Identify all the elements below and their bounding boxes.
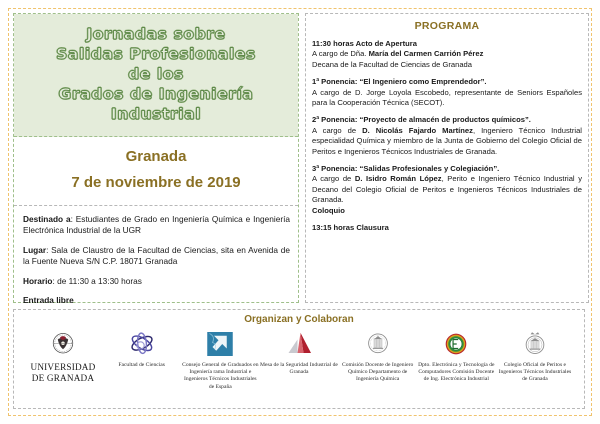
programa-item-ponencia-1	[312, 77, 582, 108]
programa-heading: PROGRAMA	[414, 20, 480, 32]
programa-item-1-body	[312, 88, 582, 109]
programa-item-4-head: 13:15 horas Clausura	[312, 223, 389, 233]
programa-item-0-head: 11:30 horas Acto de Apertura	[312, 39, 417, 48]
programa-item-2-post: , Ingeniero Técnico Industrial especialidad Química y miembro de la Junta de Gobierno del Colegio Oficial de Peritos e Ingenieros Técnicos Industriales de Granada.	[312, 125, 582, 156]
programa-item-1-pre: A cargo de D. Jorge Loyola Escobedo, representante de Seniors Españoles para la Cooperación Técnica (SECOT).	[312, 87, 582, 108]
detail-item-destinado	[23, 214, 290, 237]
logo-caption-mesa-seguridad: Mesa de la Seguridad Industrial de Granada	[260, 362, 338, 376]
title-line-3: de los	[128, 65, 184, 83]
programa-item-0-line2: Decana de la Facultad de Ciencias de Granada	[312, 59, 472, 69]
programa-item-2-body	[312, 126, 582, 157]
programa-item-ponencia-2	[312, 115, 582, 157]
city-date-block	[14, 137, 298, 206]
programa-item-0-body	[312, 49, 582, 59]
left-column	[13, 13, 299, 306]
free-entry-note: Entrada libre	[23, 295, 74, 306]
logo-item-mesa-seguridad	[260, 327, 338, 376]
logo-item-ugr	[24, 327, 102, 383]
logo-caption-consejo-general: Consejo General de Graduados en Ingeniería rama Industrial e Ingenieros Técnicos Industriales de España	[182, 362, 259, 390]
colegio-peritos-crown-seal-icon	[521, 327, 549, 361]
logo-caption-ugr-line2: DE GRANADA	[31, 372, 95, 383]
detail-item-horario	[23, 276, 290, 287]
detail-text-lugar: Sala de Claustro de la Facultad de Ciencias, sita en Avenida de la Fuente Nueva S/N C.P. 18071 Granada	[23, 244, 290, 267]
programa-item-ponencia-3	[312, 164, 582, 216]
programa-item-3-post: , Perito e Ingeniero Técnico Industrial y Decano del Colegio Oficial de Peritos e Ingenieros Técnicos Industriales de Granada.	[312, 174, 583, 205]
title-line-2: Salidas Profesionales	[56, 45, 256, 63]
programa-item-2-head: 2ª Ponencia: “Proyecto de almacén de productos químicos”.	[312, 115, 531, 125]
poster-frame	[8, 8, 592, 416]
comision-docente-quimica-seal-icon	[365, 327, 391, 361]
ugr-crest-icon	[48, 327, 78, 361]
title-line-1: Jornadas sobre	[86, 25, 226, 43]
detail-label-horario: Horario	[23, 275, 53, 286]
programa-item-3-bold: D. Isidro Román López	[354, 174, 442, 184]
logo-caption-comision-quimica: Comisión Docente de Ingeniero Químico Departamento de Ingeniería Química	[341, 362, 414, 383]
detail-text-destinado: Estudiantes de Grado en Ingeniería Química e Ingeniería Electrónica Industrial de la UGR	[23, 214, 291, 236]
programa-item-3-extra: Coloquio	[312, 205, 345, 215]
logo-item-facultad-ciencias	[103, 327, 181, 369]
detail-text-horario: de 11:30 a 13:30 horas	[54, 275, 142, 286]
programa-item-clausura	[312, 223, 582, 233]
detail-label-lugar: Lugar	[23, 244, 47, 255]
programa-item-3-body	[312, 174, 582, 205]
event-date: 7 de noviembre de 2019	[71, 174, 241, 191]
consejo-general-arrow-icon	[205, 327, 235, 361]
logo-caption-ugr	[31, 362, 96, 383]
logo-caption-ugr-line1: UNIVERSIDAD	[30, 362, 96, 372]
detail-sep-0: :	[70, 214, 73, 224]
facultad-ciencias-atom-icon	[126, 327, 158, 361]
detail-label-destinado: Destinado a	[23, 214, 71, 224]
programa-item-0-bold: María del Carmen Carrión Pérez	[368, 49, 484, 59]
logo-caption-colegio-peritos: Colegio Oficial de Peritos e Ingenieros Técnicos Industriales de Granada	[498, 362, 572, 383]
logo-item-consejo-general	[181, 327, 259, 391]
dpto-electronica-gear-icon	[442, 327, 470, 361]
title-line-5: Industrial	[110, 105, 202, 123]
programa-item-1-head: 1ª Ponencia: “El Ingeniero como Emprendedor”.	[312, 77, 487, 87]
city-name: Granada	[125, 148, 187, 165]
title-block	[14, 14, 298, 137]
programa-item-3-pre: A cargo de	[312, 174, 355, 184]
organizers-heading: Organizan y Colaboran	[244, 314, 354, 325]
poster-top-area	[9, 9, 593, 305]
logo-caption-dpto-electronica: Dpto. Electrónica y Tecnología de Computadores Comisión Docente de Ing. Electrónica Industrial	[418, 362, 495, 383]
programa-item-apertura	[312, 39, 582, 70]
programa-item-3-head: 3ª Ponencia: “Salidas Profesionales y Colegiación”.	[312, 164, 500, 174]
logo-item-comision-quimica	[339, 327, 417, 384]
logo-item-colegio-peritos	[496, 327, 574, 384]
logo-caption-facultad-ciencias: Facultad de Ciencias	[118, 362, 165, 368]
logo-item-dpto-electronica	[417, 327, 495, 384]
programa-item-2-pre: A cargo de	[312, 125, 363, 135]
programa-column	[305, 13, 589, 303]
details-block	[14, 206, 298, 312]
detail-sep-1: :	[46, 244, 49, 255]
programa-item-0-pre: A cargo de Dña.	[312, 49, 369, 59]
programa-item-2-bold: D. Nicolás Fajardo Martínez	[362, 125, 473, 135]
detail-item-lugar	[23, 245, 290, 268]
logo-row	[20, 327, 578, 391]
detail-sep-2: :	[52, 275, 55, 286]
organizers-footer	[13, 309, 585, 409]
mesa-seguridad-peak-icon	[284, 327, 314, 361]
title-line-4: Grados de Ingeniería	[58, 85, 254, 103]
